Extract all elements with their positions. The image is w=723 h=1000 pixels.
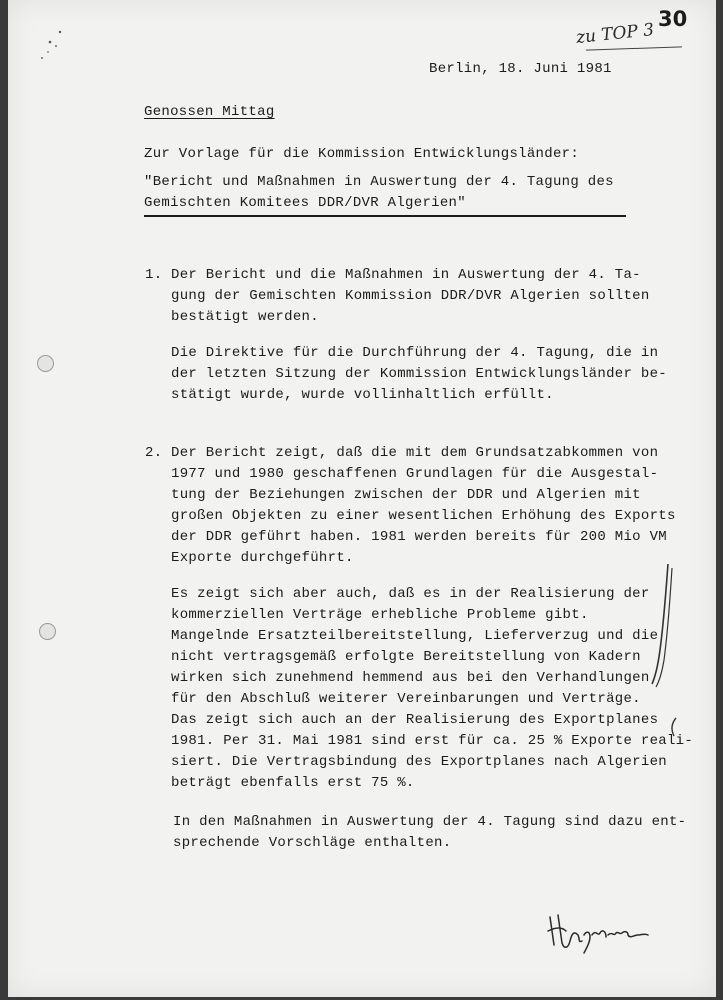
point-number: 2. (145, 445, 163, 461)
text-line: der letzten Sitzung der Kommission Entwicklungsländer be- (171, 366, 667, 382)
text-line: stätigt wurde, wurde vollinhaltlich erfüllt. (171, 387, 554, 403)
subject-intro: Zur Vorlage für die Kommission Entwicklungsländer: (144, 146, 580, 162)
addressee: Genossen Mittag (144, 104, 275, 120)
text-line: kommerziellen Verträge erhebliche Probleme gibt. (171, 607, 589, 623)
text-line: Mangelnde Ersatzteilbereitstellung, Lieferverzug und die (171, 628, 659, 644)
scan-speckle-marks (36, 28, 76, 68)
handwritten-margin-bracket (646, 560, 676, 690)
text-line: gung der Gemischten Kommission DDR/DVR Algerien sollten (171, 288, 650, 304)
text-line: Die Direktive für die Durchführung der 4. Tagung, die in (171, 345, 659, 361)
text-line: Es zeigt sich aber auch, daß es in der Realisierung der (171, 586, 650, 602)
text-line: In den Maßnahmen in Auswertung der 4. Tagung sind dazu ent- (173, 814, 687, 830)
subject-title-line: "Bericht und Maßnahmen in Auswertung der 4. Tagung des (144, 174, 614, 190)
punch-hole (37, 355, 54, 372)
punch-hole (39, 623, 56, 640)
text-line: sprechende Vorschläge enthalten. (173, 835, 452, 851)
subject-underline (144, 215, 626, 217)
text-line: Der Bericht und die Maßnahmen in Auswertung der 4. Ta- (171, 267, 641, 283)
text-line: 1977 und 1980 geschaffenen Grundlagen für die Ausgestal- (171, 466, 659, 482)
archive-handwritten-note: zu TOP 3 (575, 19, 656, 49)
text-line: bestätigt werden. (171, 309, 319, 325)
text-line: beträgt ebenfalls erst 75 %. (171, 775, 415, 791)
handwritten-margin-tick (668, 716, 680, 738)
date-line: Berlin, 18. Juni 1981 (429, 61, 612, 77)
document-page (8, 0, 716, 997)
text-line: nicht vertragsgemäß erfolgte Bereitstellung von Kadern (171, 649, 641, 665)
text-line: für den Abschluß weiterer Vereinbarungen und Verträge. (171, 691, 641, 707)
text-line: großen Objekten zu einer wesentlichen Erhöhung des Exports (171, 508, 676, 524)
text-line: tung der Beziehungen zwischen der DDR und Algerien mit (171, 487, 641, 503)
text-line: siert. Die Vertragsbindung des Exportplanes nach Algerien (171, 754, 667, 770)
subject-title-line: Gemischten Komitees DDR/DVR Algerien" (144, 195, 466, 211)
archive-note-underline (586, 46, 682, 50)
text-line: der DDR geführt haben. 1981 werden bereits für 200 Mio VM (171, 529, 667, 545)
text-line: Das zeigt sich auch an der Realisierung des Exportplanes (171, 712, 659, 728)
page-number: 30 (658, 7, 688, 31)
handwritten-signature (544, 905, 654, 955)
text-line: wirken sich zunehmend hemmend aus bei den Verhandlungen (171, 670, 650, 686)
text-line: 1981. Per 31. Mai 1981 sind erst für ca. 25 % Exporte reali- (171, 733, 694, 749)
text-line: Exporte durchgeführt. (171, 550, 354, 566)
text-line: Der Bericht zeigt, daß die mit dem Grundsatzabkommen von (171, 445, 659, 461)
point-number: 1. (145, 267, 163, 283)
